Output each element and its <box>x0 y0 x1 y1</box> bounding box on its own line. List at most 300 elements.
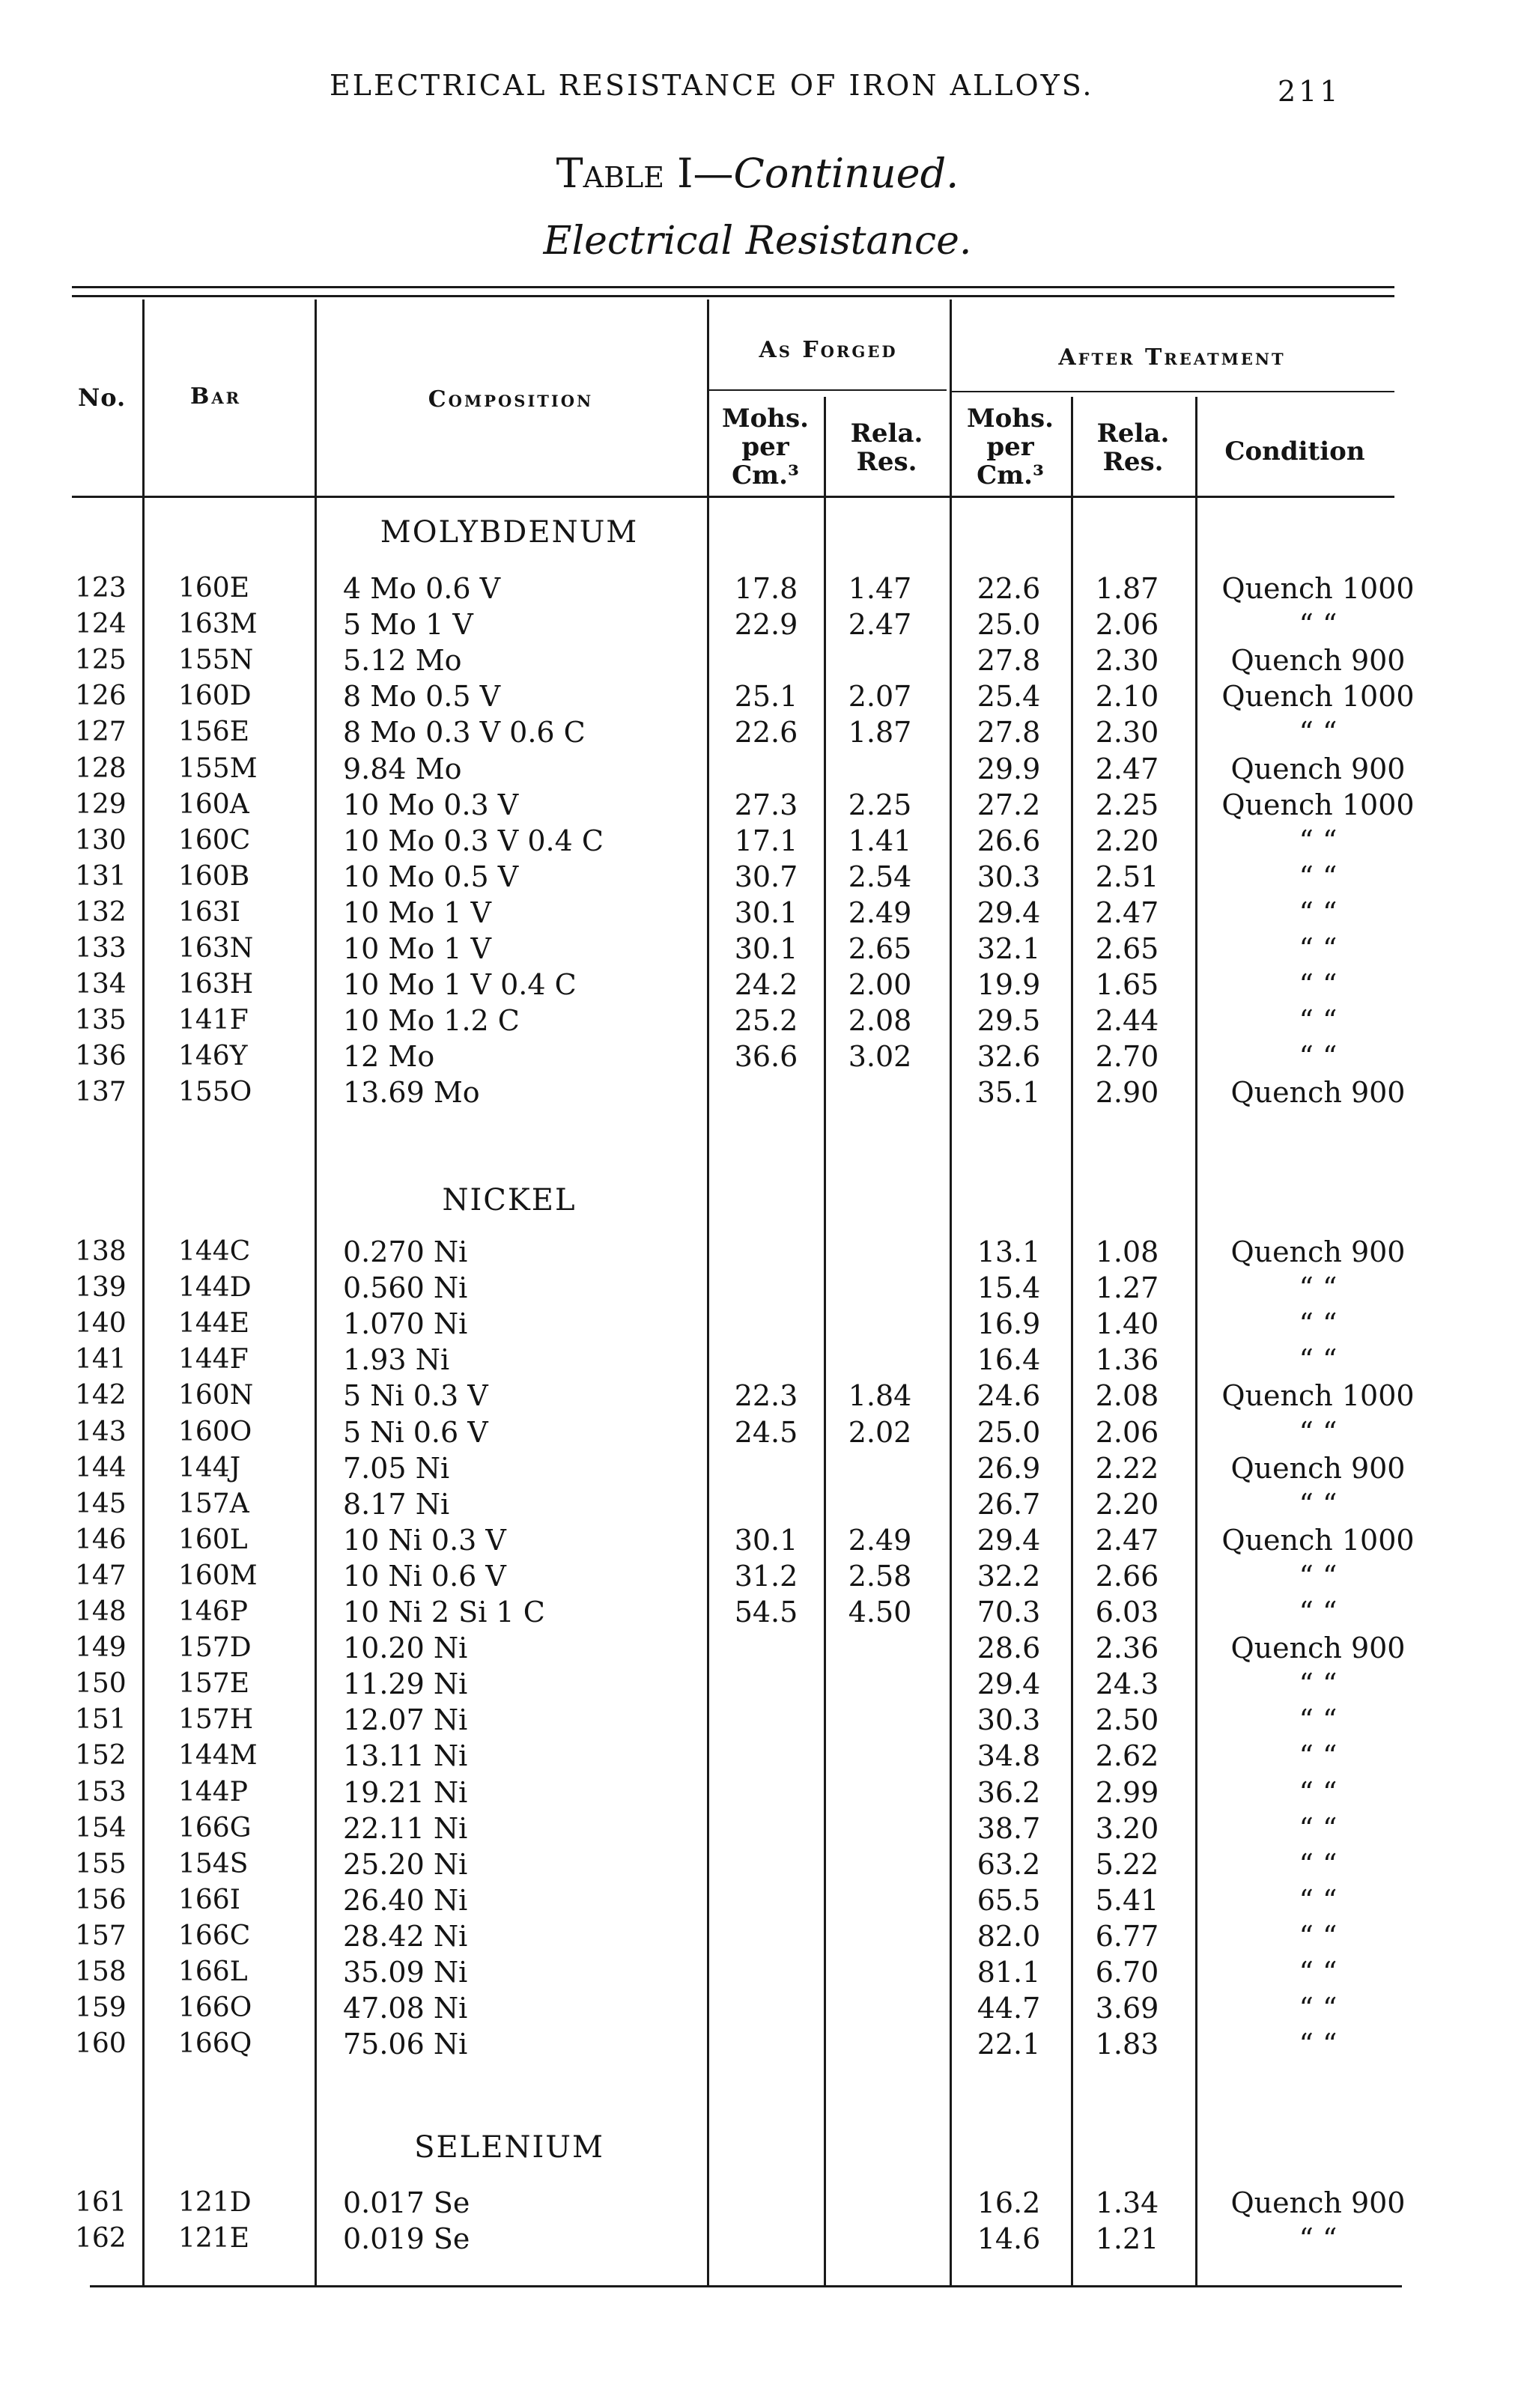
cell-condition: Quench 1000 <box>1221 572 1415 605</box>
rela-line-1: Rela. <box>850 419 923 449</box>
cell-composition: 10 Mo 0.5 V <box>343 860 519 893</box>
cell-composition: 19.21 Ni <box>343 1775 468 1809</box>
top-rule <box>72 286 1394 288</box>
cell-composition: 5.12 Mo <box>343 644 462 678</box>
table-subtitle: Electrical Resistance. <box>543 219 972 264</box>
cell-row-number: 156 <box>75 1884 127 1915</box>
cell-bar-id: 144F <box>178 1344 249 1375</box>
table-row <box>0 1414 1515 1450</box>
cell-after-rela: 2.36 <box>1095 1632 1159 1665</box>
cell-row-number: 140 <box>75 1308 127 1340</box>
header-after-mohs <box>950 404 1071 490</box>
cell-forged-mohs: 30.1 <box>734 932 798 965</box>
cell-after-mohs: 63.2 <box>977 1847 1041 1881</box>
cell-bar-id: 163I <box>178 896 240 928</box>
cell-after-mohs: 29.9 <box>977 752 1041 785</box>
cell-forged-mohs: 54.5 <box>734 1596 798 1629</box>
cell-forged-mohs: 22.9 <box>734 608 798 642</box>
cell-after-rela: 2.50 <box>1095 1703 1159 1737</box>
cell-condition: “ “ <box>1299 1307 1338 1341</box>
cell-forged-rela: 2.02 <box>848 1415 912 1449</box>
cell-bar-id: 121D <box>178 2187 252 2218</box>
cell-bar-id: 146P <box>178 1596 248 1627</box>
cell-after-mohs: 27.8 <box>977 716 1041 750</box>
table-row <box>0 2026 1515 2062</box>
cell-after-rela: 2.08 <box>1095 1379 1159 1413</box>
cell-after-rela: 2.62 <box>1095 1739 1159 1773</box>
cell-after-rela: 1.40 <box>1095 1307 1159 1341</box>
table-row <box>0 642 1515 678</box>
cell-after-mohs: 81.1 <box>977 1956 1041 1989</box>
table-row <box>0 931 1515 967</box>
cell-bar-id: 157D <box>178 1632 252 1664</box>
cell-row-number: 148 <box>75 1596 127 1627</box>
cell-row-number: 123 <box>75 573 127 603</box>
cell-condition: Quench 900 <box>1230 644 1406 678</box>
cell-condition: Quench 900 <box>1230 1451 1406 1485</box>
cell-after-rela: 2.22 <box>1095 1451 1159 1485</box>
cell-row-number: 162 <box>75 2223 127 2255</box>
cell-forged-rela: 2.47 <box>848 608 912 642</box>
cell-bar-id: 160B <box>178 860 250 892</box>
cell-bar-id: 166L <box>178 1956 248 1987</box>
cell-forged-mohs: 30.1 <box>734 896 798 929</box>
section-heading: NICKEL <box>442 1183 577 1217</box>
mohs-line-3: Cm.³ <box>977 460 1044 490</box>
cell-row-number: 149 <box>75 1632 127 1664</box>
cell-composition: 12 Mo <box>343 1040 435 1074</box>
cell-condition: “ “ <box>1299 932 1338 965</box>
cell-after-mohs: 38.7 <box>977 1811 1041 1845</box>
cell-after-mohs: 25.0 <box>977 608 1041 642</box>
cell-after-mohs: 19.9 <box>977 968 1041 1002</box>
cell-after-mohs: 24.6 <box>977 1379 1041 1413</box>
cell-condition: Quench 900 <box>1230 1235 1406 1268</box>
cell-condition: Quench 1000 <box>1221 680 1415 714</box>
header-forged-rela <box>824 419 950 476</box>
table-row <box>0 1522 1515 1558</box>
mohs-line-2: per <box>986 432 1034 462</box>
cell-after-rela: 2.20 <box>1095 1487 1159 1521</box>
cell-condition: “ “ <box>1299 1415 1338 1449</box>
cell-row-number: 143 <box>75 1416 127 1447</box>
cell-bar-id: 166O <box>178 1992 252 2024</box>
cell-after-rela: 3.20 <box>1095 1811 1159 1845</box>
cell-forged-rela: 4.50 <box>848 1596 912 1629</box>
cell-row-number: 127 <box>75 717 127 748</box>
cell-bar-id: 155N <box>178 645 254 676</box>
cell-bar-id: 160E <box>178 573 249 603</box>
cell-after-mohs: 34.8 <box>977 1739 1041 1773</box>
cell-condition: “ “ <box>1299 1004 1338 1038</box>
mohs-line-2: per <box>741 432 789 462</box>
cell-bar-id: 166C <box>178 1920 251 1951</box>
cell-condition: Quench 1000 <box>1221 1523 1415 1557</box>
cell-bar-id: 160C <box>178 824 251 856</box>
cell-composition: 11.29 Ni <box>343 1667 468 1701</box>
cell-row-number: 150 <box>75 1668 127 1700</box>
cell-composition: 5 Mo 1 V <box>343 608 473 642</box>
cell-row-number: 146 <box>75 1524 127 1555</box>
cell-after-mohs: 29.4 <box>977 1667 1041 1701</box>
rela-line-2: Res. <box>1102 447 1164 477</box>
cell-forged-rela: 2.49 <box>848 896 912 929</box>
cell-forged-mohs: 36.6 <box>734 1040 798 1074</box>
bottom-rule <box>90 2285 1402 2287</box>
cell-bar-id: 166G <box>178 1812 252 1843</box>
table-row <box>0 1234 1515 1270</box>
mohs-line-1: Mohs. <box>966 404 1054 434</box>
cell-after-rela: 2.20 <box>1095 824 1159 857</box>
cell-forged-rela: 1.84 <box>848 1379 912 1413</box>
cell-after-rela: 5.41 <box>1095 1883 1159 1917</box>
cell-after-mohs: 26.6 <box>977 824 1041 857</box>
cell-row-number: 157 <box>75 1920 127 1951</box>
table-row <box>0 2221 1515 2257</box>
cell-row-number: 138 <box>75 1236 127 1267</box>
mohs-line-1: Mohs. <box>721 404 809 434</box>
cell-after-rela: 1.08 <box>1095 1235 1159 1268</box>
cell-condition: “ “ <box>1299 1040 1338 1074</box>
section-heading: MOLYBDENUM <box>380 515 639 550</box>
table-row <box>0 1630 1515 1666</box>
cell-after-mohs: 25.4 <box>977 680 1041 714</box>
table-row <box>0 1775 1515 1810</box>
cell-row-number: 153 <box>75 1776 127 1807</box>
cell-condition: “ “ <box>1299 1739 1338 1773</box>
cell-forged-mohs: 24.2 <box>734 968 798 1002</box>
cell-condition: “ “ <box>1299 860 1338 893</box>
cell-forged-mohs: 22.6 <box>734 716 798 750</box>
table-row <box>0 1342 1515 1378</box>
cell-condition: “ “ <box>1299 2028 1338 2061</box>
table-row <box>0 678 1515 714</box>
cell-forged-rela: 1.47 <box>848 572 912 605</box>
table-row <box>0 1003 1515 1039</box>
cell-after-mohs: 65.5 <box>977 1883 1041 1917</box>
cell-composition: 10 Mo 1 V <box>343 896 491 929</box>
cell-row-number: 139 <box>75 1272 127 1304</box>
cell-forged-mohs: 25.1 <box>734 680 798 714</box>
cell-after-rela: 2.70 <box>1095 1040 1159 1074</box>
cell-forged-rela: 2.00 <box>848 968 912 1002</box>
cell-composition: 10 Mo 1 V <box>343 932 491 965</box>
cell-after-rela: 6.77 <box>1095 1919 1159 1953</box>
cell-forged-mohs: 30.1 <box>734 1523 798 1557</box>
cell-after-mohs: 36.2 <box>977 1775 1041 1809</box>
cell-condition: “ “ <box>1299 1559 1338 1593</box>
header-no: No. <box>78 383 127 412</box>
cell-forged-mohs: 27.3 <box>734 788 798 821</box>
cell-condition: “ “ <box>1299 824 1338 857</box>
cell-forged-rela: 1.87 <box>848 716 912 750</box>
cell-composition: 1.93 Ni <box>343 1343 450 1377</box>
cell-after-mohs: 29.5 <box>977 1004 1041 1038</box>
table-row <box>0 2185 1515 2221</box>
cell-after-mohs: 32.1 <box>977 932 1041 965</box>
cell-bar-id: 154S <box>178 1848 249 1879</box>
cell-bar-id: 157E <box>178 1668 249 1700</box>
table-row <box>0 751 1515 787</box>
cell-row-number: 159 <box>75 1992 127 2024</box>
cell-composition: 8.17 Ni <box>343 1487 450 1521</box>
cell-bar-id: 121E <box>178 2223 249 2255</box>
cell-forged-mohs: 22.3 <box>734 1379 798 1413</box>
cell-after-mohs: 22.6 <box>977 572 1041 605</box>
cell-after-rela: 1.34 <box>1095 2186 1159 2219</box>
cell-row-number: 126 <box>75 681 127 712</box>
cell-condition: “ “ <box>1299 1703 1338 1737</box>
cell-bar-id: 144J <box>178 1452 241 1483</box>
cell-composition: 28.42 Ni <box>343 1919 468 1953</box>
cell-condition: Quench 900 <box>1230 2186 1406 2219</box>
cell-forged-rela: 2.58 <box>848 1559 912 1593</box>
cell-row-number: 137 <box>75 1077 127 1108</box>
cell-forged-rela: 2.08 <box>848 1004 912 1038</box>
rela-line-1: Rela. <box>1096 419 1170 449</box>
cell-after-mohs: 13.1 <box>977 1235 1041 1268</box>
cell-after-mohs: 35.1 <box>977 1076 1041 1110</box>
cell-after-mohs: 82.0 <box>977 1919 1041 1953</box>
cell-row-number: 128 <box>75 752 127 784</box>
cell-row-number: 131 <box>75 860 127 892</box>
cell-after-mohs: 15.4 <box>977 1271 1041 1305</box>
cell-after-rela: 5.22 <box>1095 1847 1159 1881</box>
table-row <box>0 1810 1515 1846</box>
table-row <box>0 787 1515 823</box>
rela-line-2: Res. <box>856 447 917 477</box>
cell-bar-id: 160O <box>178 1416 252 1447</box>
cell-after-mohs: 29.4 <box>977 1523 1041 1557</box>
cell-after-mohs: 28.6 <box>977 1632 1041 1665</box>
table-row <box>0 1702 1515 1738</box>
cell-after-mohs: 30.3 <box>977 1703 1041 1737</box>
after-treatment-rule <box>951 391 1394 392</box>
cell-bar-id: 141F <box>178 1005 249 1036</box>
cell-bar-id: 163H <box>178 969 254 1000</box>
cell-row-number: 141 <box>75 1344 127 1375</box>
cell-row-number: 142 <box>75 1380 127 1411</box>
table-row <box>0 895 1515 931</box>
cell-composition: 0.017 Se <box>343 2186 470 2219</box>
cell-condition: Quench 900 <box>1230 752 1406 785</box>
cell-condition: “ “ <box>1299 896 1338 929</box>
cell-forged-rela: 2.54 <box>848 860 912 893</box>
table-row <box>0 1954 1515 1990</box>
cell-bar-id: 163N <box>178 933 254 964</box>
table-row <box>0 1846 1515 1882</box>
cell-composition: 9.84 Mo <box>343 752 462 785</box>
cell-composition: 0.560 Ni <box>343 1271 468 1305</box>
cell-bar-id: 155M <box>178 752 258 784</box>
cell-after-rela: 2.66 <box>1095 1559 1159 1593</box>
table-row <box>0 1918 1515 1954</box>
cell-after-rela: 2.44 <box>1095 1004 1159 1038</box>
cell-composition: 10 Mo 1.2 C <box>343 1004 520 1038</box>
table-row <box>0 1738 1515 1774</box>
cell-bar-id: 144E <box>178 1308 249 1340</box>
cell-composition: 5 Ni 0.6 V <box>343 1415 488 1449</box>
table-row <box>0 967 1515 1003</box>
cell-after-rela: 2.06 <box>1095 1415 1159 1449</box>
cell-composition: 5 Ni 0.3 V <box>343 1379 488 1413</box>
cell-condition: “ “ <box>1299 1811 1338 1845</box>
cell-after-mohs: 26.7 <box>977 1487 1041 1521</box>
cell-after-mohs: 27.2 <box>977 788 1041 821</box>
cell-after-mohs: 22.1 <box>977 2028 1041 2061</box>
cell-row-number: 135 <box>75 1005 127 1036</box>
cell-bar-id: 155O <box>178 1077 252 1108</box>
cell-forged-rela: 1.41 <box>848 824 912 857</box>
cell-bar-id: 144M <box>178 1740 258 1772</box>
cell-after-mohs: 29.4 <box>977 896 1041 929</box>
cell-row-number: 130 <box>75 824 127 856</box>
cell-after-rela: 2.47 <box>1095 1523 1159 1557</box>
cell-after-mohs: 27.8 <box>977 644 1041 678</box>
cell-condition: “ “ <box>1299 1775 1338 1809</box>
cell-condition: Quench 900 <box>1230 1076 1406 1110</box>
cell-after-rela: 1.21 <box>1095 2222 1159 2256</box>
cell-bar-id: 157H <box>178 1704 254 1736</box>
cell-row-number: 154 <box>75 1812 127 1843</box>
cell-after-mohs: 70.3 <box>977 1596 1041 1629</box>
cell-forged-rela: 2.65 <box>848 932 912 965</box>
cell-bar-id: 166Q <box>178 2028 252 2060</box>
cell-bar-id: 144D <box>178 1272 252 1304</box>
cell-forged-mohs: 24.5 <box>734 1415 798 1449</box>
header-forged-mohs <box>707 404 824 490</box>
cell-row-number: 132 <box>75 896 127 928</box>
cell-after-rela: 2.30 <box>1095 644 1159 678</box>
running-head: ELECTRICAL RESISTANCE OF IRON ALLOYS. <box>330 69 1094 102</box>
cell-after-mohs: 32.6 <box>977 1040 1041 1074</box>
cell-condition: Quench 900 <box>1230 1632 1406 1665</box>
cell-composition: 8 Mo 0.5 V <box>343 680 501 714</box>
cell-bar-id: 146Y <box>178 1041 248 1072</box>
table-row <box>0 1486 1515 1522</box>
cell-after-rela: 1.27 <box>1095 1271 1159 1305</box>
cell-composition: 26.40 Ni <box>343 1883 468 1917</box>
cell-bar-id: 166I <box>178 1884 240 1915</box>
cell-after-mohs: 30.3 <box>977 860 1041 893</box>
cell-after-rela: 1.87 <box>1095 572 1159 605</box>
cell-row-number: 124 <box>75 609 127 640</box>
cell-after-rela: 6.70 <box>1095 1956 1159 1989</box>
cell-composition: 10 Mo 1 V 0.4 C <box>343 968 577 1002</box>
cell-after-mohs: 16.9 <box>977 1307 1041 1341</box>
page-number: 211 <box>1278 75 1341 108</box>
cell-forged-rela: 2.07 <box>848 680 912 714</box>
cell-forged-mohs: 31.2 <box>734 1559 798 1593</box>
section-heading: SELENIUM <box>414 2130 604 2165</box>
cell-bar-id: 163M <box>178 609 258 640</box>
as-forged-rule <box>707 389 947 391</box>
cell-row-number: 136 <box>75 1041 127 1072</box>
table-row <box>0 1378 1515 1414</box>
cell-after-rela: 1.36 <box>1095 1343 1159 1377</box>
cell-composition: 75.06 Ni <box>343 2028 468 2061</box>
table-row <box>0 1074 1515 1110</box>
cell-after-rela: 1.83 <box>1095 2028 1159 2061</box>
cell-forged-mohs: 17.1 <box>734 824 798 857</box>
cell-composition: 10 Mo 0.3 V 0.4 C <box>343 824 604 857</box>
cell-row-number: 151 <box>75 1704 127 1736</box>
cell-after-rela: 2.99 <box>1095 1775 1159 1809</box>
cell-condition: “ “ <box>1299 608 1338 642</box>
cell-row-number: 129 <box>75 788 127 820</box>
table-row <box>0 606 1515 642</box>
cell-composition: 12.07 Ni <box>343 1703 468 1737</box>
table-row <box>0 571 1515 606</box>
header-after-rela <box>1071 419 1195 476</box>
cell-composition: 10 Ni 0.6 V <box>343 1559 506 1593</box>
table-row <box>0 714 1515 750</box>
cell-row-number: 160 <box>75 2028 127 2060</box>
cell-bar-id: 156E <box>178 717 249 748</box>
cell-condition: “ “ <box>1299 1956 1338 1989</box>
cell-row-number: 147 <box>75 1560 127 1591</box>
cell-after-rela: 24.3 <box>1095 1667 1159 1701</box>
mohs-line-3: Cm.³ <box>732 460 799 490</box>
header-as-forged: As Forged <box>759 337 898 363</box>
table-row <box>0 1306 1515 1342</box>
cell-forged-rela: 2.25 <box>848 788 912 821</box>
table-row <box>0 1270 1515 1306</box>
cell-after-mohs: 44.7 <box>977 1992 1041 2025</box>
cell-after-rela: 2.51 <box>1095 860 1159 893</box>
cell-row-number: 145 <box>75 1488 127 1519</box>
table-row <box>0 1666 1515 1702</box>
cell-condition: “ “ <box>1299 1596 1338 1629</box>
cell-composition: 35.09 Ni <box>343 1956 468 1989</box>
cell-row-number: 133 <box>75 933 127 964</box>
cell-after-rela: 6.03 <box>1095 1596 1159 1629</box>
cell-composition: 13.11 Ni <box>343 1739 468 1773</box>
cell-condition: “ “ <box>1299 2222 1338 2256</box>
cell-after-rela: 3.69 <box>1095 1992 1159 2025</box>
cell-row-number: 134 <box>75 969 127 1000</box>
cell-forged-rela: 3.02 <box>848 1040 912 1074</box>
cell-after-mohs: 32.2 <box>977 1559 1041 1593</box>
cell-after-rela: 2.47 <box>1095 896 1159 929</box>
cell-row-number: 155 <box>75 1848 127 1879</box>
cell-after-rela: 2.06 <box>1095 608 1159 642</box>
cell-bar-id: 160L <box>178 1524 248 1555</box>
cell-bar-id: 144P <box>178 1776 248 1807</box>
cell-composition: 7.05 Ni <box>343 1451 450 1485</box>
cell-forged-mohs: 25.2 <box>734 1004 798 1038</box>
cell-after-rela: 1.65 <box>1095 968 1159 1002</box>
cell-composition: 10 Ni 2 Si 1 C <box>343 1596 545 1629</box>
table-row <box>0 823 1515 859</box>
table-row <box>0 1039 1515 1074</box>
cell-composition: 0.270 Ni <box>343 1235 468 1268</box>
cell-composition: 47.08 Ni <box>343 1992 468 2025</box>
cell-after-rela: 2.90 <box>1095 1076 1159 1110</box>
cell-after-rela: 2.30 <box>1095 716 1159 750</box>
cell-bar-id: 160D <box>178 681 252 712</box>
cell-composition: 10 Ni 0.3 V <box>343 1523 506 1557</box>
table-row <box>0 1450 1515 1486</box>
cell-bar-id: 144C <box>178 1236 251 1267</box>
cell-condition: “ “ <box>1299 1919 1338 1953</box>
cell-condition: “ “ <box>1299 1847 1338 1881</box>
cell-forged-rela: 2.49 <box>848 1523 912 1557</box>
table-row <box>0 859 1515 895</box>
table-row <box>0 1882 1515 1918</box>
cell-condition: “ “ <box>1299 1667 1338 1701</box>
cell-after-mohs: 26.9 <box>977 1451 1041 1485</box>
